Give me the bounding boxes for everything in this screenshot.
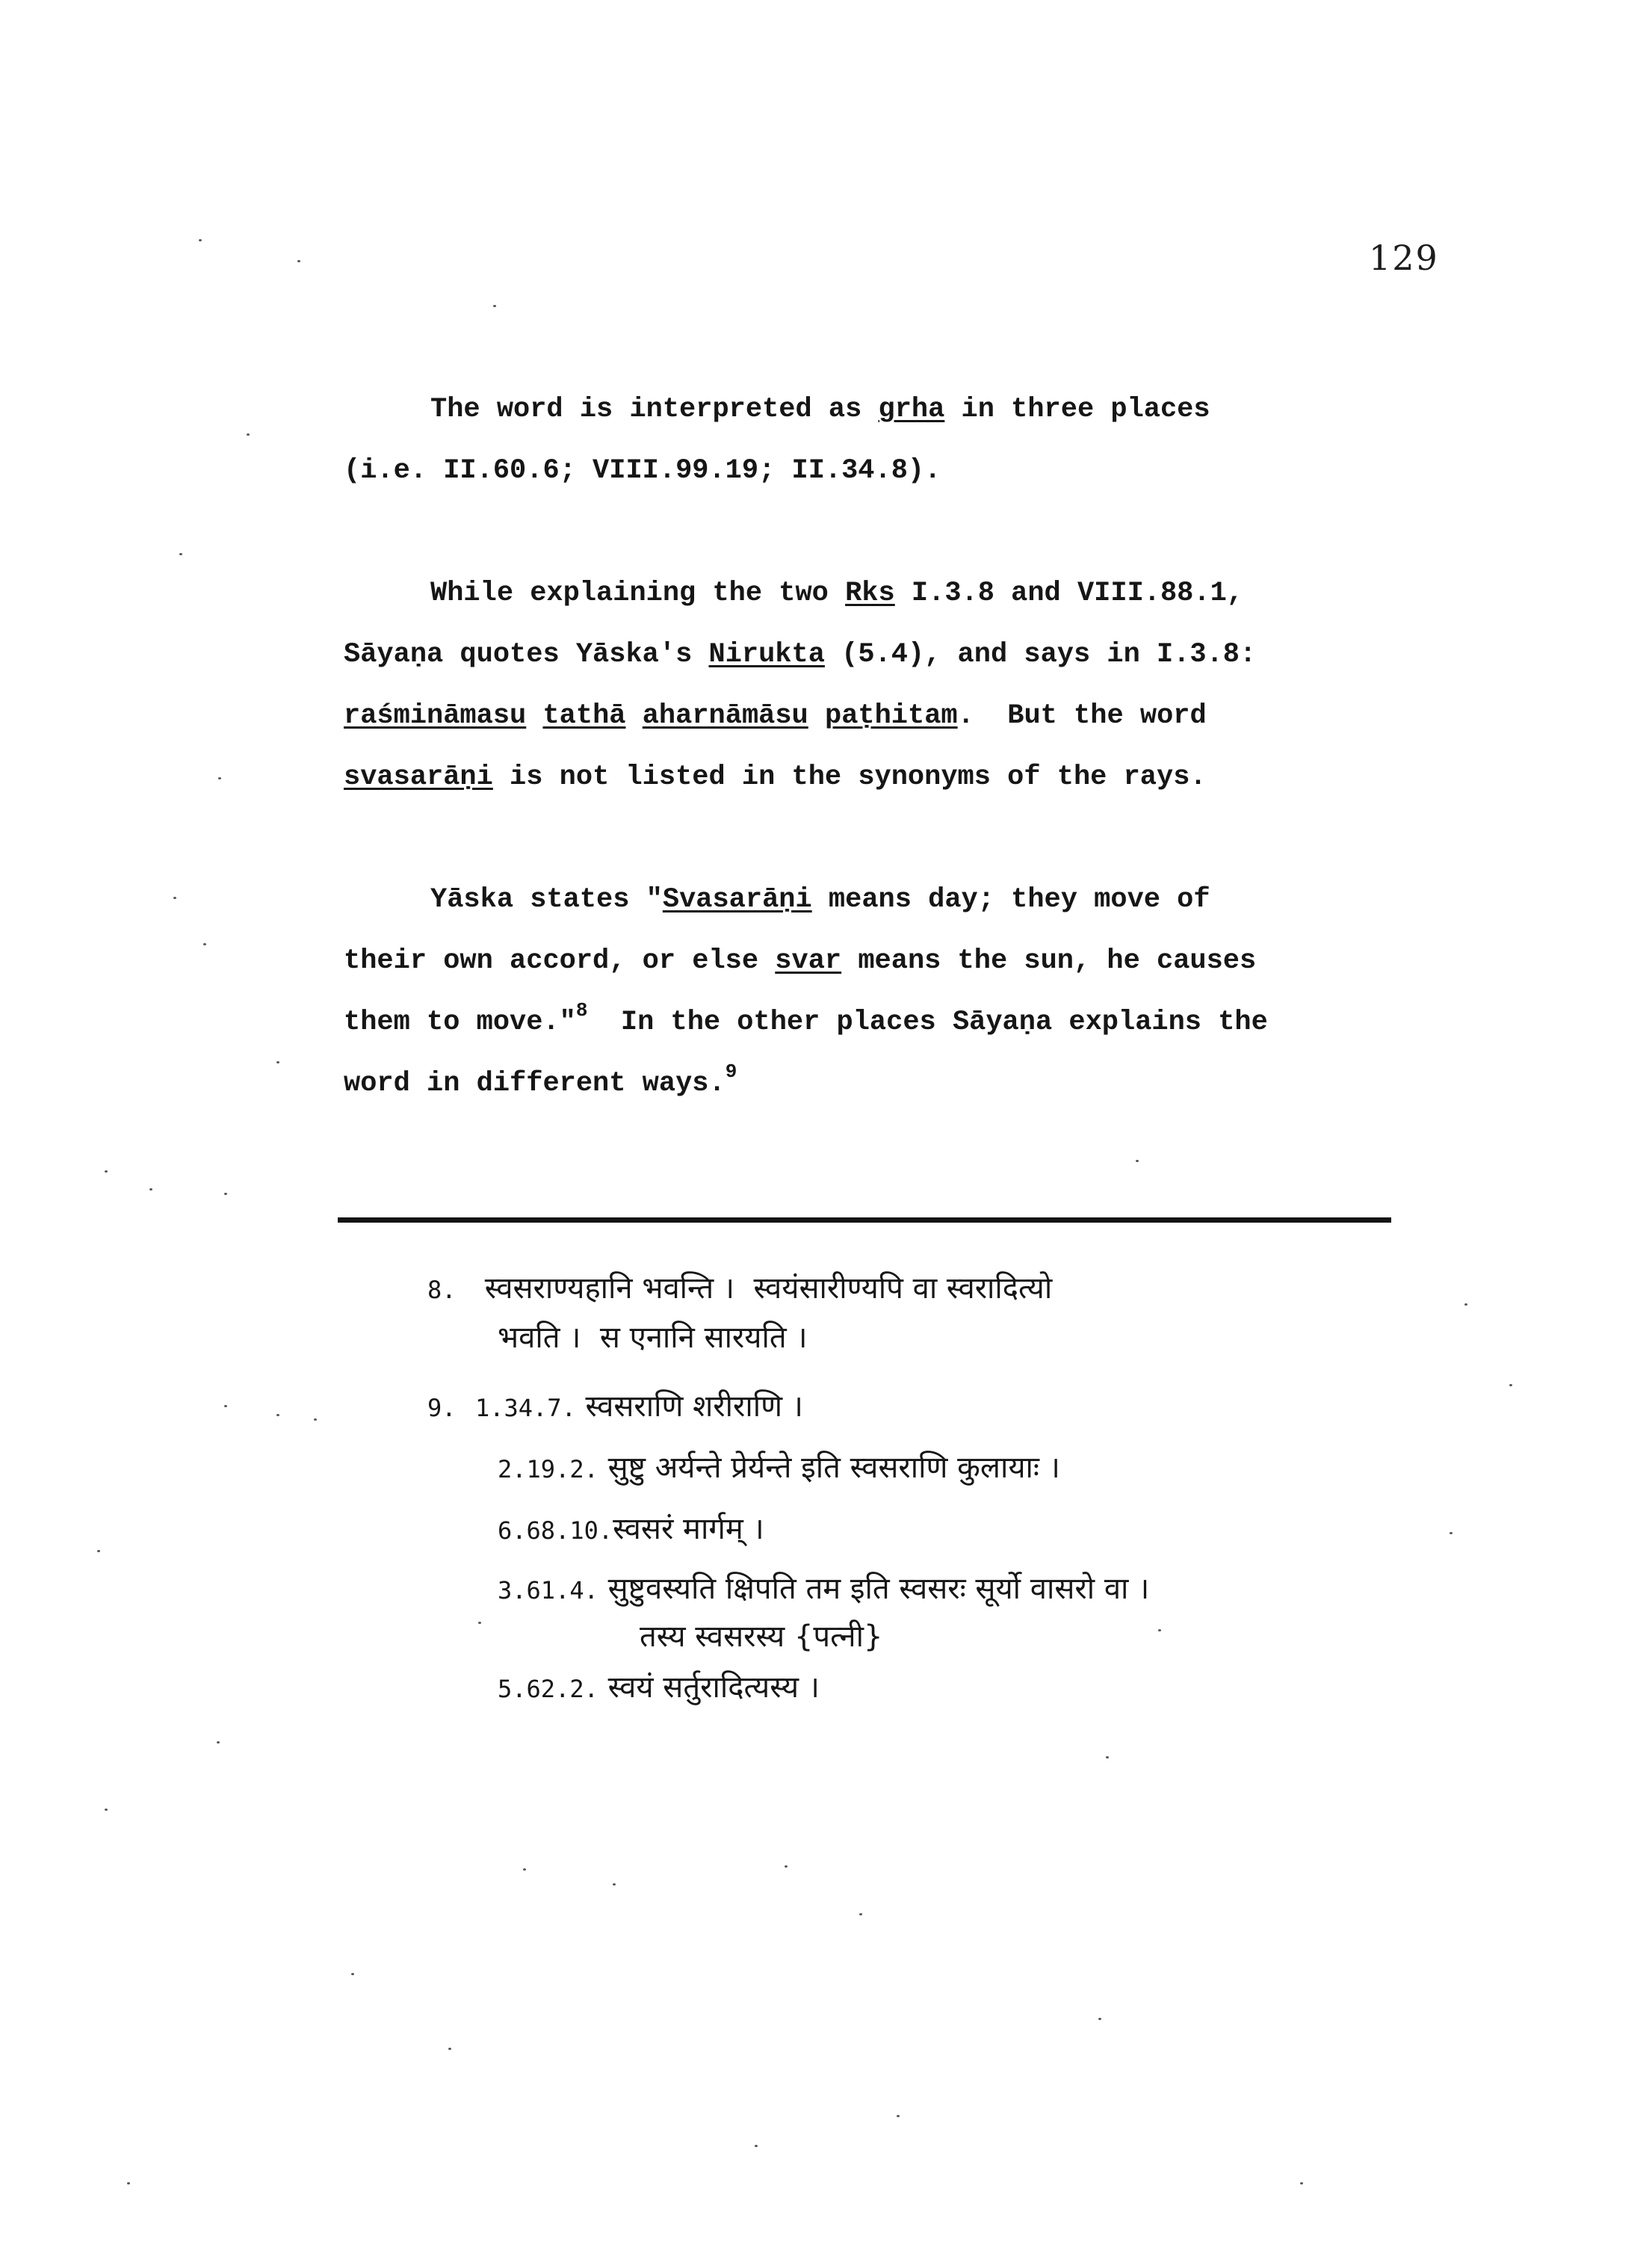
term-svar: svar: [775, 945, 842, 977]
paragraph-3-line-4: word in different ways.$^9$: [344, 1060, 737, 1099]
footnote-ref-9: 9: [725, 1060, 737, 1083]
footnote-9-ref-3: 6.68.10.: [498, 1516, 613, 1545]
scan-speck: [785, 1865, 788, 1868]
scan-speck: [97, 1550, 100, 1552]
footnote-8-number: 8.: [427, 1276, 457, 1304]
term-svasarani: svasarāṇi: [344, 762, 493, 793]
scan-speck: [755, 2145, 758, 2147]
scan-speck: [448, 2048, 451, 2050]
scan-speck: [1098, 2018, 1101, 2020]
footnote-9-ref-4: 3.61.4.: [498, 1576, 598, 1605]
scan-speck: [224, 1405, 227, 1407]
scan-speck: [314, 1418, 317, 1421]
footnote-9-entry-1: 9. 1.34.7. स्वसराणि शरीराणि ।: [427, 1389, 803, 1424]
scan-speck: [149, 1188, 152, 1191]
footnote-9-ref-5: 5.62.2.: [498, 1675, 598, 1703]
scan-speck: [217, 1741, 220, 1744]
scan-speck: [127, 2182, 130, 2184]
paragraph-2-line-3: raśmināmasu tathā aharnāmāsu paṭhitam. But the word: [344, 700, 1207, 732]
scan-speck: [105, 1809, 108, 1811]
scan-speck: [1509, 1384, 1512, 1386]
paragraph-1-line-1: The word is interpreted as grha in three places: [430, 394, 1210, 425]
scan-speck: [1464, 1303, 1467, 1306]
term-rks: Rks: [845, 578, 895, 609]
scan-speck: [859, 1913, 862, 1915]
scan-speck: [218, 777, 221, 779]
footnote-9-entry-5: 5.62.2. स्वयं सर्तुरादित्यस्य ।: [498, 1670, 820, 1705]
footnote-separator: [338, 1217, 1391, 1223]
scan-speck: [105, 1170, 108, 1173]
term-aharnamasu: aharnāmāsu: [642, 700, 808, 732]
term-nirukta: Nirukta: [708, 639, 825, 670]
scan-speck: [897, 2115, 900, 2117]
footnote-9-entry-3: 6.68.10.स्वसरं मार्गम् ।: [498, 1512, 764, 1546]
footnote-ref-8: 8: [575, 999, 588, 1022]
footnote-9-ref-1: 1.34.7.: [474, 1394, 576, 1422]
term-grha: grha: [878, 394, 945, 425]
page-number: 129: [1369, 238, 1439, 278]
scan-speck: [1136, 1160, 1139, 1162]
scan-speck: [523, 1868, 526, 1871]
paragraph-2-line-1: While explaining the two Rks I.3.8 and VIII.88.1,: [430, 578, 1243, 609]
footnote-9-entry-4-cont: तस्य स्वसरस्य {पत्नी}: [640, 1619, 883, 1654]
footnote-9-entry-4: 3.61.4. सुष्टुवस्यति क्षिपति तम इति स्वसरः सूर्यो वासरो वा ।: [498, 1572, 1150, 1606]
paragraph-3-line-3: them to move."$^8$ In the other places Sāyaṇa explains the: [344, 999, 1268, 1038]
scan-speck: [1450, 1532, 1453, 1534]
term-svasarani-quote: Svasarāṇi: [662, 884, 812, 915]
footnote-9-number: 9.: [427, 1394, 457, 1422]
footnote-8-line-2: भवति । स एनानि सारयति ।: [498, 1321, 808, 1355]
term-rasminamasu: raśmināmasu: [344, 700, 527, 732]
scan-speck: [478, 1622, 481, 1624]
scan-speck: [179, 553, 182, 555]
paragraph-2-line-4: svasarāṇi is not listed in the synonyms of the rays.: [344, 762, 1207, 793]
scan-speck: [1158, 1629, 1161, 1631]
scan-speck: [276, 1061, 279, 1063]
footnote-8-line-1: 8. स्वसराण्यहानि भवन्ति । स्वयंसारीण्यपि वा स्वरादित्यो: [427, 1271, 1053, 1306]
paragraph-3-line-2: their own accord, or else svar means the sun, he causes: [344, 945, 1257, 977]
paragraph-3-line-1: Yāska states "Svasarāṇi means day; they move of: [430, 884, 1210, 915]
term-pathitam: paṭhitam: [824, 700, 958, 732]
scan-speck: [173, 897, 176, 899]
scan-speck: [224, 1193, 227, 1195]
term-tatha: tathā: [542, 700, 626, 732]
scan-speck: [276, 1414, 279, 1416]
scan-speck: [199, 239, 202, 241]
paragraph-2-line-2: Sāyaṇa quotes Yāska's Nirukta (5.4), and says in I.3.8:: [344, 639, 1257, 670]
scan-speck: [1106, 1756, 1109, 1758]
scan-speck: [297, 260, 300, 262]
scan-speck: [1300, 2182, 1303, 2184]
scan-speck: [247, 433, 250, 436]
paragraph-1-line-2: (i.e. II.60.6; VIII.99.19; II.34.8).: [344, 455, 941, 487]
scan-speck: [351, 1973, 354, 1975]
footnote-9-entry-2: 2.19.2. सुष्टु अर्यन्ते प्रेर्यन्ते इति स्वसराणि कुलायाः ।: [498, 1451, 1060, 1485]
scan-speck: [203, 943, 206, 945]
footnote-9-ref-2: 2.19.2.: [498, 1455, 598, 1483]
scan-speck: [493, 305, 496, 307]
scan-speck: [613, 1883, 616, 1886]
